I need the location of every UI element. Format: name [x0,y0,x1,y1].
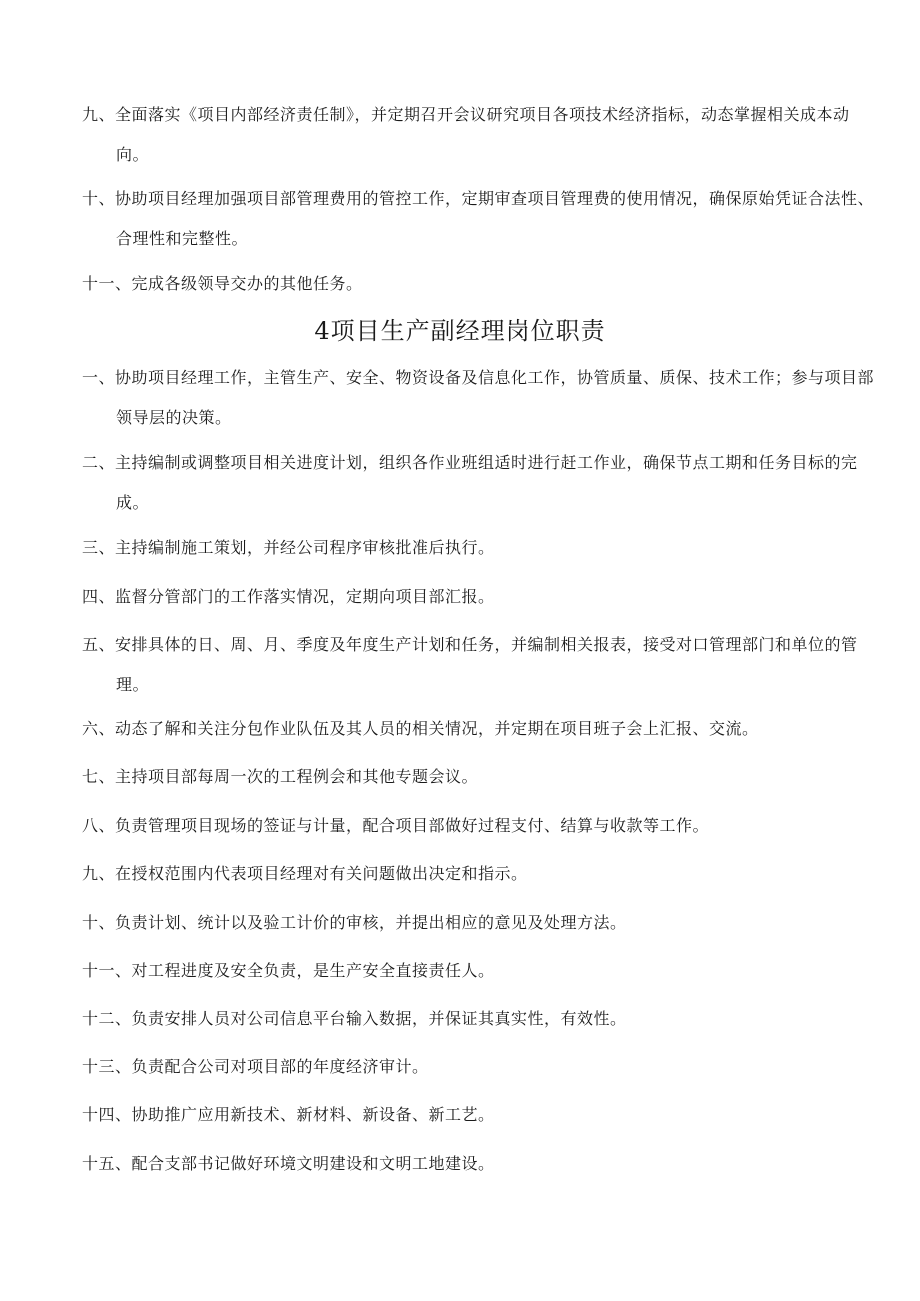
duty-item-14: 十四、协助推广应用新技术、新材料、新设备、新工艺。 [82,1105,495,1124]
duty-item-7: 七、主持项目部每周一次的工程例会和其他专题会议。 [82,767,479,786]
duty-item-11: 十一、对工程进度及安全负责，是生产安全直接责任人。 [82,961,495,980]
duty-item-8: 八、负责管理项目现场的签证与计量，配合项目部做好过程支付、结算与收款等工作。 [82,816,710,835]
duty-item-3: 三、主持编制施工策划，并经公司程序审核批准后执行。 [82,538,495,557]
duty-item-6: 六、动态了解和关注分包作业队伍及其人员的相关情况，并定期在项目班子会上汇报、交流。 [82,719,759,738]
previous-item-11: 十一、完成各级领导交办的其他任务。 [82,274,363,293]
section-title: 4项目生产副经理岗位职责 [314,317,606,345]
duty-item-9: 九、在授权范围内代表项目经理对有关问题做出决定和指示。 [82,864,528,883]
duty-item-12: 十二、负责安排人员对公司信息平台输入数据，并保证其真实性，有效性。 [82,1009,627,1028]
duty-item-5: 五、安排具体的日、周、月、季度及年度生产计划和任务，并编制相关报表，接受对口管理部门和单位的管理。 [82,635,858,694]
previous-item-9: 九、全面落实《项目内部经济责任制》，并定期召开会议研究项目各项技术经济指标，动态掌握相关成本动向。 [82,105,850,164]
previous-item-10: 十、协助项目经理加强项目部管理费用的管控工作，定期审查项目管理费的使用情况，确保原始凭证合法性、合理性和完整性。 [82,189,875,248]
duty-item-15: 十五、配合支部书记做好环境文明建设和文明工地建设。 [82,1154,495,1173]
duty-item-2: 二、主持编制或调整项目相关进度计划，组织各作业班组适时进行赶工作业，确保节点工期和任务目标的完成。 [82,453,858,512]
duty-item-1: 一、协助项目经理工作，主管生产、安全、物资设备及信息化工作，协管质量、质保、技术工作；参与项目部领导层的决策。 [82,368,875,427]
duty-item-4: 四、监督分管部门的工作落实情况，定期向项目部汇报。 [82,587,495,606]
duty-item-13: 十三、负责配合公司对项目部的年度经济审计。 [82,1057,429,1076]
duty-item-10: 十、负责计划、统计以及验工计价的审核，并提出相应的意见及处理方法。 [82,913,627,932]
